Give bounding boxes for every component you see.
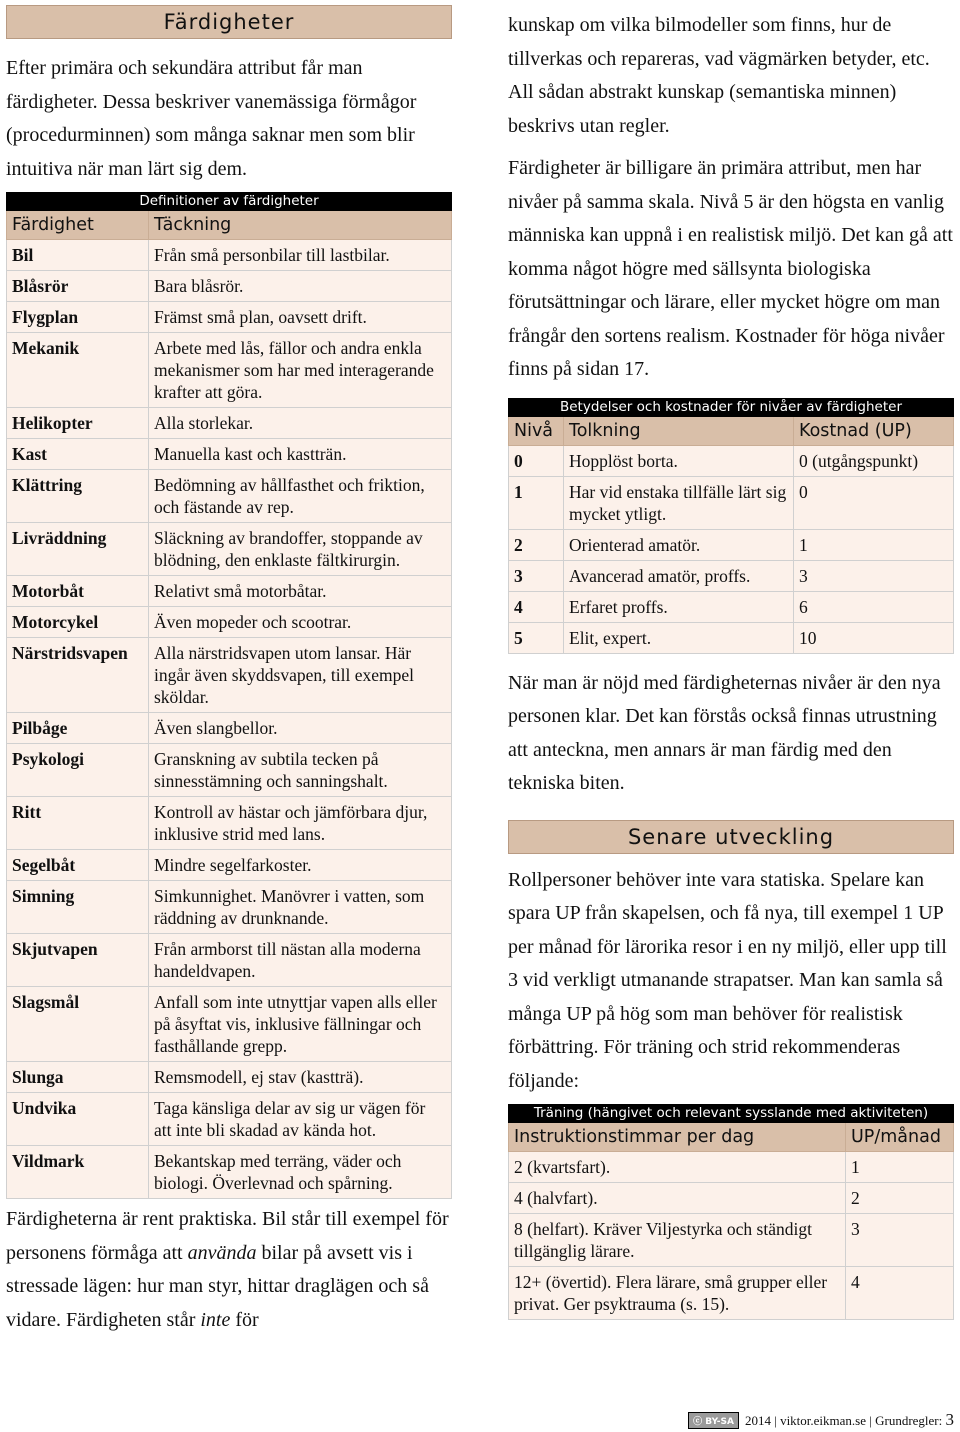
training-row bbox=[509, 1152, 954, 1183]
levels-table bbox=[508, 398, 954, 654]
level-row bbox=[509, 529, 954, 560]
levels-header-level: Nivå bbox=[509, 416, 564, 445]
skill-row bbox=[7, 638, 452, 713]
completion-paragraph: När man är nöjd med färdigheternas nivåer är den nya personen klar. Det kan förstås också finnas utrustning att anteckna, men annars är man färdig med den tekniska biten. bbox=[508, 671, 941, 794]
skill-row-coverage: Remsmodell, ej stav (kastträ). bbox=[149, 1062, 452, 1093]
skill-row bbox=[7, 713, 452, 744]
skill-row-skill: Pilbåge bbox=[7, 713, 149, 744]
skill-row bbox=[7, 576, 452, 607]
skill-row-coverage: Även mopeder och scootrar. bbox=[149, 607, 452, 638]
skill-row-coverage: Simkunnighet. Manövrer i vatten, som räddning av drunknande. bbox=[149, 881, 452, 934]
training-table bbox=[508, 1104, 954, 1320]
skill-row-skill: Kast bbox=[7, 439, 149, 470]
skill-row-skill: Undvika bbox=[7, 1093, 149, 1146]
skill-row bbox=[7, 271, 452, 302]
right-column bbox=[508, 0, 954, 1320]
skill-row bbox=[7, 523, 452, 576]
skill-row-skill: Psykologi bbox=[7, 744, 149, 797]
skill-row-coverage: Kontroll av hästar och jämförbara djur, inklusive strid med lans. bbox=[149, 797, 452, 850]
skill-row bbox=[7, 881, 452, 934]
skill-row-coverage: Mindre segelfarkoster. bbox=[149, 850, 452, 881]
skill-row bbox=[7, 439, 452, 470]
skill-row-skill: Motorbåt bbox=[7, 576, 149, 607]
skill-row-coverage: Bekantskap med terräng, väder och biologi. Överlevnad och spårning. bbox=[149, 1146, 452, 1199]
skill-row-coverage: Främst små plan, oavsett drift. bbox=[149, 302, 452, 333]
skill-row-coverage: Från små personbilar till lastbilar. bbox=[149, 240, 452, 271]
skill-row-coverage: Granskning av subtila tecken på sinnesstämning och sanningshalt. bbox=[149, 744, 452, 797]
skill-row bbox=[7, 333, 452, 408]
training-row bbox=[509, 1214, 954, 1267]
training-table-caption: Träning (hängivet och relevant sysslande med aktiviteten) bbox=[509, 1105, 954, 1123]
skills-table bbox=[6, 192, 452, 1199]
level-row-level: 1 bbox=[509, 476, 564, 529]
level-row-meaning: Elit, expert. bbox=[564, 622, 794, 653]
skill-row-skill: Helikopter bbox=[7, 408, 149, 439]
skill-row bbox=[7, 470, 452, 523]
skill-row-skill: Skjutvapen bbox=[7, 934, 149, 987]
skill-row-coverage: Bara blåsrör. bbox=[149, 271, 452, 302]
levels-header-meaning: Tolkning bbox=[564, 416, 794, 445]
page-number: 3 bbox=[945, 1410, 954, 1429]
skill-row bbox=[7, 607, 452, 638]
skill-row-coverage: Manuella kast och kastträn. bbox=[149, 439, 452, 470]
skill-row-skill: Vildmark bbox=[7, 1146, 149, 1199]
skill-row-skill: Simning bbox=[7, 881, 149, 934]
skill-row-skill: Ritt bbox=[7, 797, 149, 850]
outro-paragraph: Färdigheterna är rent praktiska. Bil står till exempel för personens förmåga att använda bilar på avsett vis i stressade lägen: hur man styr, hittar draglägen och så vidare. Färdigheten står inte för bbox=[6, 1208, 449, 1331]
level-row-meaning: Erfaret proffs. bbox=[564, 591, 794, 622]
skill-row-coverage: Alla storlekar. bbox=[149, 408, 452, 439]
skill-row bbox=[7, 302, 452, 333]
skill-row bbox=[7, 744, 452, 797]
training-header-hours: Instruktionstimmar per dag bbox=[509, 1123, 846, 1152]
section-heading-development: Senare utveckling bbox=[508, 820, 954, 854]
skill-row bbox=[7, 1146, 452, 1199]
skills-header-coverage: Täckning bbox=[149, 211, 452, 240]
level-row-level: 4 bbox=[509, 591, 564, 622]
skills-header-skill: Färdighet bbox=[7, 211, 149, 240]
skill-row-coverage: Taga känsliga delar av sig ur vägen för att inte bli skadad av kända hot. bbox=[149, 1093, 452, 1146]
cc-icon: ⓒ bbox=[693, 1416, 703, 1427]
level-row bbox=[509, 476, 954, 529]
training-row-up: 4 bbox=[846, 1267, 954, 1320]
level-row-level: 0 bbox=[509, 445, 564, 476]
level-row bbox=[509, 445, 954, 476]
level-row-meaning: Hopplöst borta. bbox=[564, 445, 794, 476]
skill-row-skill: Livräddning bbox=[7, 523, 149, 576]
level-row bbox=[509, 591, 954, 622]
skill-row-coverage: Anfall som inte utnyttjar vapen alls eller på åsyftat vis, inklusive fällningar och fasthållande grepp. bbox=[149, 987, 452, 1062]
footer-text: 2014 | viktor.eikman.se | Grundregler: 3 bbox=[744, 1410, 954, 1429]
level-row bbox=[509, 622, 954, 653]
level-row-cost: 0 (utgångspunkt) bbox=[794, 445, 954, 476]
skill-row bbox=[7, 1062, 452, 1093]
training-row-up: 3 bbox=[846, 1214, 954, 1267]
skill-row-coverage: Även slangbellor. bbox=[149, 713, 452, 744]
skill-row-skill: Motorcykel bbox=[7, 607, 149, 638]
cc-license-badge: ⓒ BY-SA bbox=[688, 1412, 739, 1429]
level-row-cost: 0 bbox=[794, 476, 954, 529]
level-row-level: 3 bbox=[509, 560, 564, 591]
level-row-meaning: Har vid enstaka tillfälle lärt sig mycket ytligt. bbox=[564, 476, 794, 529]
skill-row bbox=[7, 987, 452, 1062]
skill-row-coverage: Alla närstridsvapen utom lansar. Här ingår även skyddsvapen, till exempel sköldar. bbox=[149, 638, 452, 713]
training-row-hours: 4 (halvfart). bbox=[509, 1183, 846, 1214]
skill-row-skill: Blåsrör bbox=[7, 271, 149, 302]
skill-row-coverage: Släckning av brandoffer, stoppande av blödning, den enklaste fältkirurgin. bbox=[149, 523, 452, 576]
skill-row-skill: Slunga bbox=[7, 1062, 149, 1093]
skills-table-caption: Definitioner av färdigheter bbox=[7, 193, 452, 211]
levels-table-caption: Betydelser och kostnader för nivåer av färdigheter bbox=[509, 398, 954, 416]
level-row-cost: 10 bbox=[794, 622, 954, 653]
page-footer bbox=[688, 1410, 954, 1430]
skill-row-skill: Segelbåt bbox=[7, 850, 149, 881]
levels-header-cost: Kostnad (UP) bbox=[794, 416, 954, 445]
skill-row-skill: Bil bbox=[7, 240, 149, 271]
skill-row bbox=[7, 850, 452, 881]
training-header-up: UP/månad bbox=[846, 1123, 954, 1152]
level-row-cost: 3 bbox=[794, 560, 954, 591]
skill-row-coverage: Från armborst till nästan alla moderna handeldvapen. bbox=[149, 934, 452, 987]
development-paragraph: Rollpersoner behöver inte vara statiska. Spelare kan spara UP från skapelsen, och få nya, till exempel 1 UP per månad för lärorika resor i en ny miljö, eller upp till 3 vid verkligt utmanande strapatser. Man kan samla så många UP på hög som man behöver för realistisk förbättring. För träning och strid rekommenderas följande: bbox=[508, 868, 947, 1092]
skill-row bbox=[7, 934, 452, 987]
level-row-meaning: Avancerad amatör, proffs. bbox=[564, 560, 794, 591]
level-row-meaning: Orienterad amatör. bbox=[564, 529, 794, 560]
skill-row-skill: Slagsmål bbox=[7, 987, 149, 1062]
skill-row bbox=[7, 1093, 452, 1146]
skill-row bbox=[7, 408, 452, 439]
level-row-cost: 6 bbox=[794, 591, 954, 622]
training-row-hours: 12+ (övertid). Flera lärare, små grupper eller privat. Ger psyktrauma (s. 15). bbox=[509, 1267, 846, 1320]
skill-row-skill: Klättring bbox=[7, 470, 149, 523]
skill-row-coverage: Relativt små motorbåtar. bbox=[149, 576, 452, 607]
left-column bbox=[6, 0, 452, 1337]
training-row bbox=[509, 1183, 954, 1214]
skill-row bbox=[7, 797, 452, 850]
knowledge-paragraph: kunskap om vilka bilmodeller som finns, hur de tillverkas och repareras, vad vägmärken betyder, etc. All sådan abstrakt kunskap (semantiska minnen) beskrivs utan regler. bbox=[508, 14, 930, 137]
level-row-cost: 1 bbox=[794, 529, 954, 560]
skill-row-coverage: Bedömning av hållfasthet och friktion, och fästande av rep. bbox=[149, 470, 452, 523]
skill-row bbox=[7, 240, 452, 271]
training-row-hours: 8 (helfart). Kräver Viljestyrka och ständigt tillgänglig lärare. bbox=[509, 1214, 846, 1267]
skill-row-skill: Flygplan bbox=[7, 302, 149, 333]
levels-paragraph: Färdigheter är billigare än primära attribut, men har nivåer på samma skala. Nivå 5 är den högsta en vanlig människa kan uppnå i en realistisk miljö. Det kan gå att komma något högre med sällsynta biologiska förutsättningar och lärare, eller mycket högre om man frångår den sortens realism. Kostnader för höga nivåer finns på sidan 17. bbox=[508, 157, 953, 380]
training-row-hours: 2 (kvartsfart). bbox=[509, 1152, 846, 1183]
skill-row-skill: Närstridsvapen bbox=[7, 638, 149, 713]
intro-paragraph: Efter primära och sekundära attribut får man färdigheter. Dessa beskriver vanemässiga förmågor (procedurminnen) som många saknar men som blir intuitiva när man lärt sig dem. bbox=[6, 57, 417, 180]
training-row bbox=[509, 1267, 954, 1320]
section-heading-skills: Färdigheter bbox=[6, 5, 452, 39]
level-row-level: 2 bbox=[509, 529, 564, 560]
training-row-up: 2 bbox=[846, 1183, 954, 1214]
skill-row-coverage: Arbete med lås, fällor och andra enkla mekanismer som har med interagerande krafter att göra. bbox=[149, 333, 452, 408]
training-row-up: 1 bbox=[846, 1152, 954, 1183]
level-row-level: 5 bbox=[509, 622, 564, 653]
level-row bbox=[509, 560, 954, 591]
skill-row-skill: Mekanik bbox=[7, 333, 149, 408]
